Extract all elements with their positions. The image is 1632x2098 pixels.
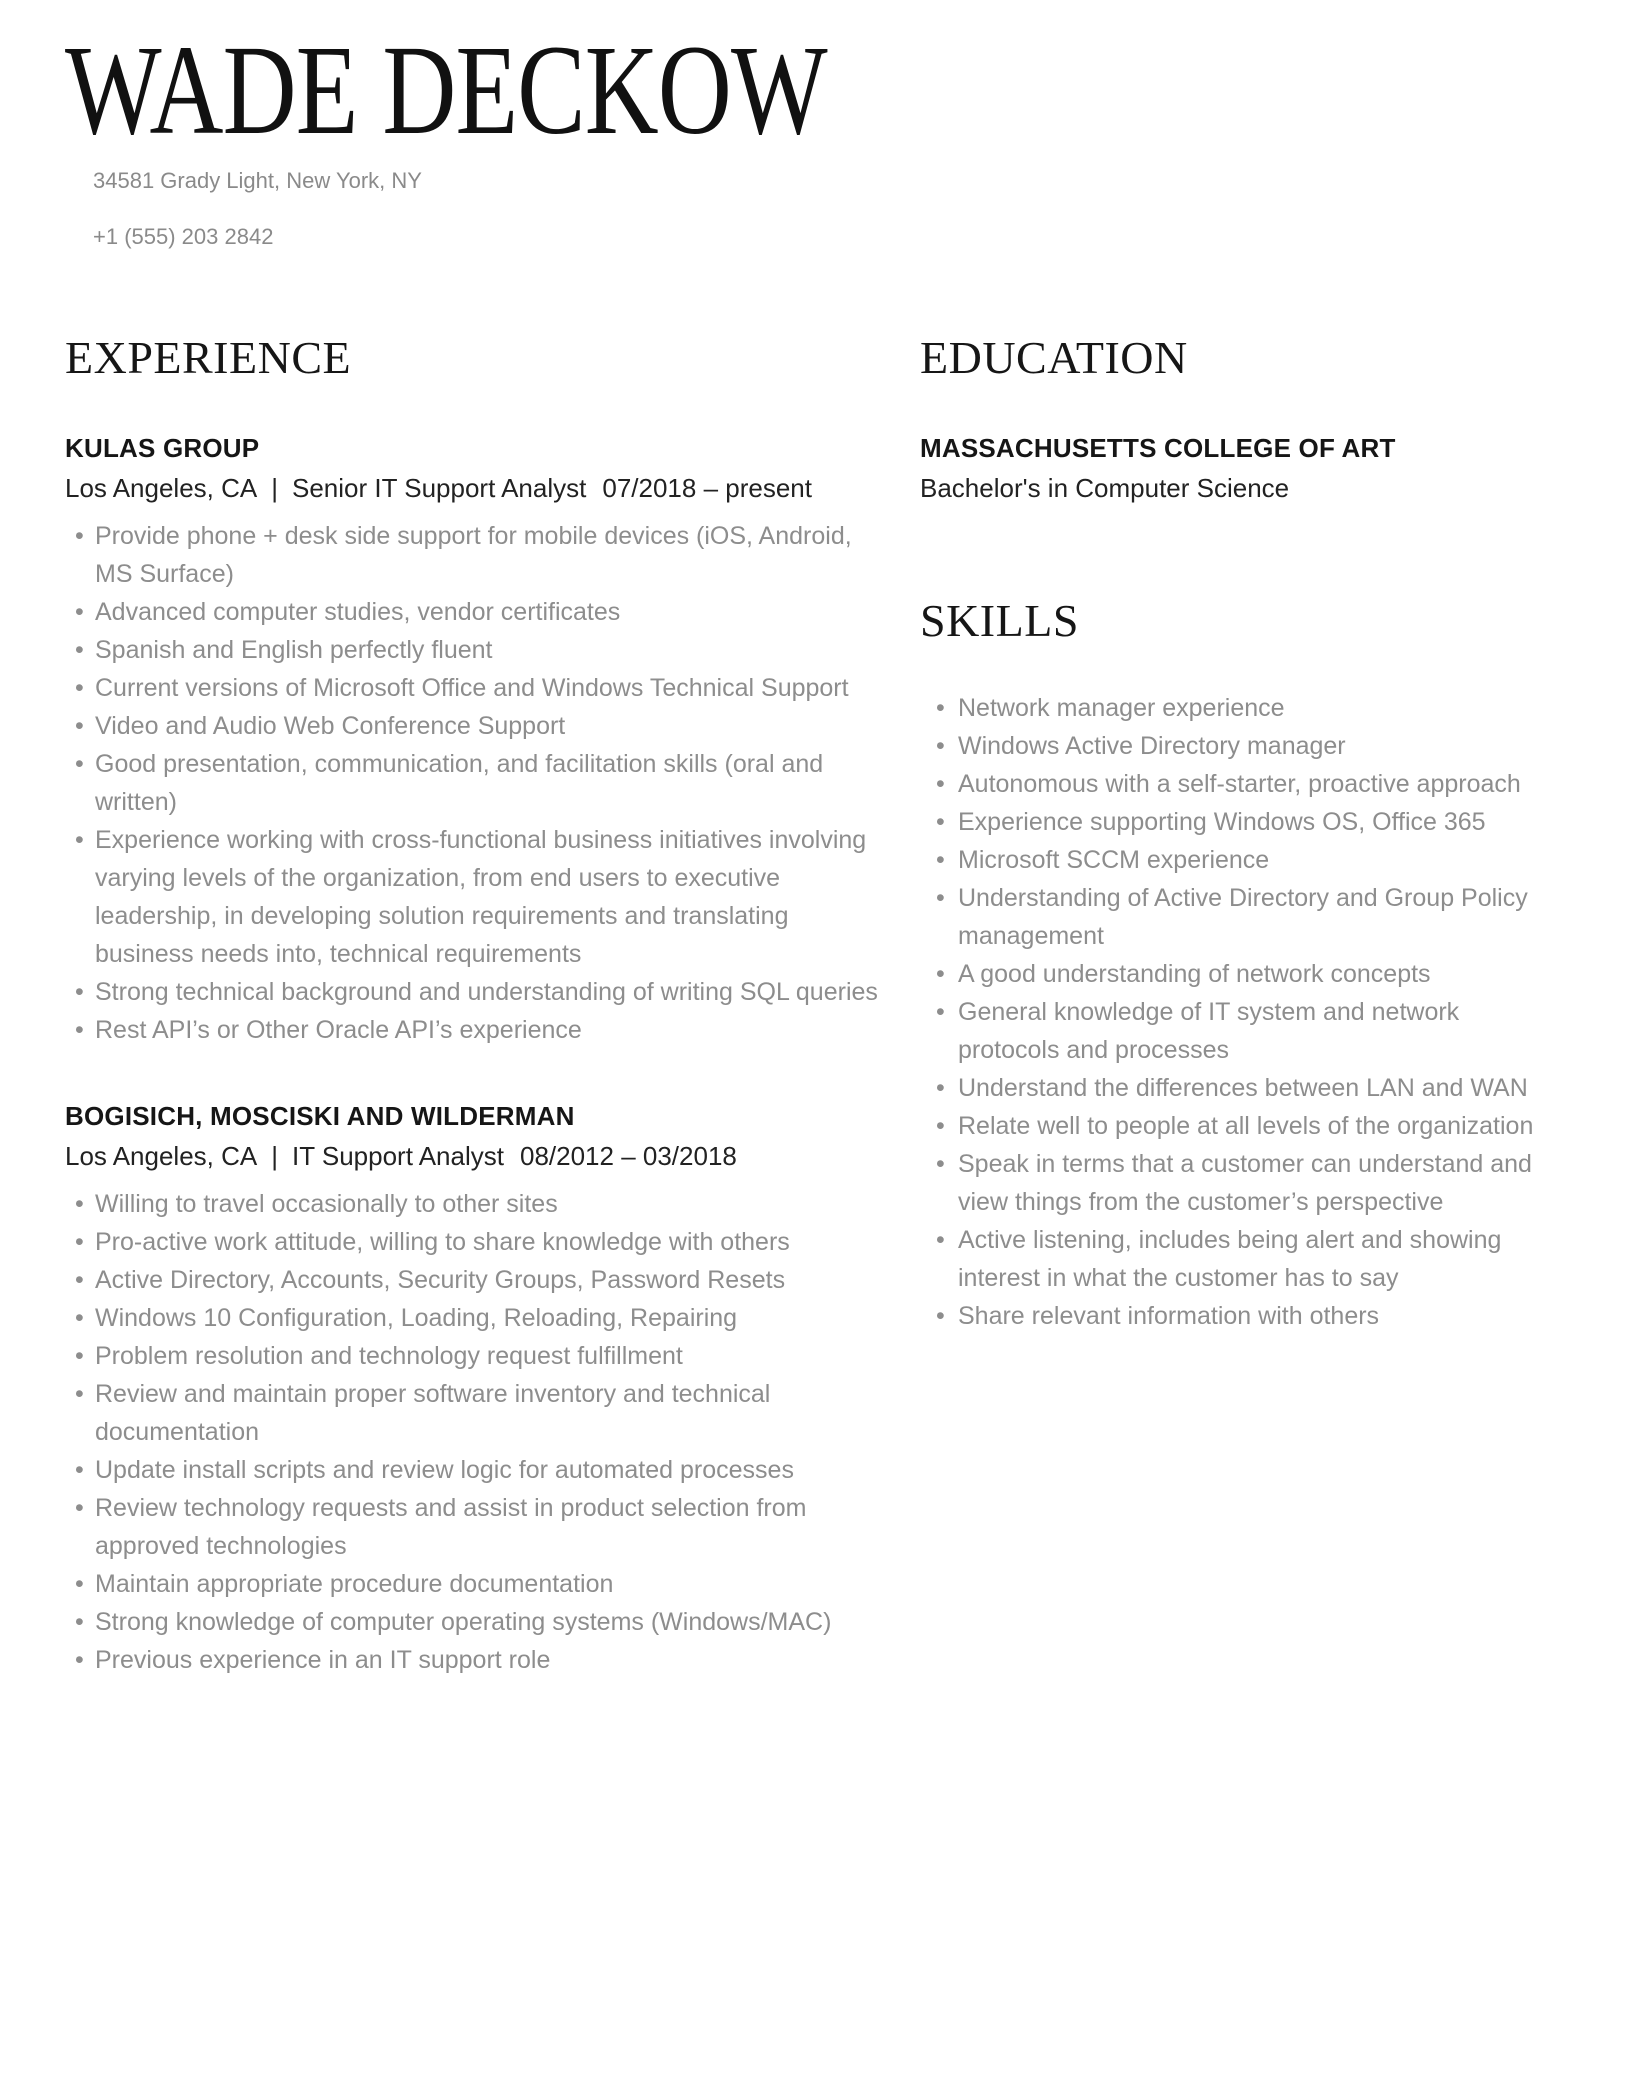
job-meta <box>65 1139 885 1173</box>
job-meta <box>65 471 885 505</box>
skill-item: • Understanding of Active Directory and Group Policy management <box>920 879 1567 955</box>
experience-heading: EXPERIENCE <box>65 332 352 383</box>
bullet-item: • Strong technical background and understanding of writing SQL queries <box>65 973 885 1011</box>
skill-item: • Active listening, includes being alert and showing interest in what the customer has to say <box>920 1221 1567 1297</box>
bullet-item: • Active Directory, Accounts, Security Groups, Password Resets <box>65 1261 885 1299</box>
skill-item: • Speak in terms that a customer can understand and view things from the customer’s perspective <box>920 1145 1567 1221</box>
left-column <box>65 330 885 1679</box>
job-dates: 07/2018 – present <box>602 473 812 503</box>
job-kulas-group <box>65 431 885 1049</box>
bullet-item: • Strong knowledge of computer operating systems (Windows/MAC) <box>65 1603 885 1641</box>
job-location: Los Angeles, CA <box>65 1141 258 1171</box>
bullet-item: • Problem resolution and technology request fulfillment <box>65 1337 885 1375</box>
skill-item: • Autonomous with a self-starter, proactive approach <box>920 765 1567 803</box>
bullet-item: • Review and maintain proper software inventory and technical documentation <box>65 1375 885 1451</box>
school-name: MASSACHUSETTS COLLEGE OF ART <box>920 433 1396 463</box>
bullet-item: • Current versions of Microsoft Office and Windows Technical Support <box>65 669 885 707</box>
bullet-item: • Provide phone + desk side support for mobile devices (iOS, Android, MS Surface) <box>65 517 885 593</box>
right-column <box>920 330 1567 1679</box>
job-bullet-list <box>65 1185 885 1679</box>
bullet-item: • Maintain appropriate procedure documentation <box>65 1565 885 1603</box>
bullet-item: • Windows 10 Configuration, Loading, Reloading, Repairing <box>65 1299 885 1337</box>
bullet-item: • Good presentation, communication, and facilitation skills (oral and written) <box>65 745 885 821</box>
skills-list <box>920 689 1567 1335</box>
skill-item: • Microsoft SCCM experience <box>920 841 1567 879</box>
education-block <box>920 431 1567 505</box>
skill-item: • Windows Active Directory manager <box>920 727 1567 765</box>
bullet-item: • Update install scripts and review logic for automated processes <box>65 1451 885 1489</box>
candidate-address: 34581 Grady Light, New York, NY <box>93 168 422 193</box>
bullet-item: • Video and Audio Web Conference Support <box>65 707 885 745</box>
skill-item: • Network manager experience <box>920 689 1567 727</box>
degree: Bachelor's in Computer Science <box>920 473 1290 503</box>
skill-item: • Experience supporting Windows OS, Office 365 <box>920 803 1567 841</box>
bullet-item: • Experience working with cross-functional business initiatives involving varying levels of the organization, from end users to executive leadership, in developing solution requirements and translating business needs into, technical requirements <box>65 821 885 973</box>
company-name: BOGISICH, MOSCISKI AND WILDERMAN <box>65 1101 575 1131</box>
resume-columns <box>65 330 1567 1679</box>
company-name: KULAS GROUP <box>65 433 260 463</box>
bullet-item: • Advanced computer studies, vendor certificates <box>65 593 885 631</box>
job-separator: | <box>271 1141 278 1171</box>
bullet-item: • Spanish and English perfectly fluent <box>65 631 885 669</box>
education-heading: EDUCATION <box>920 332 1188 383</box>
resume-header <box>65 19 1567 252</box>
candidate-phone: +1 (555) 203 2842 <box>93 224 274 249</box>
skill-item: • A good understanding of network concepts <box>920 955 1567 993</box>
candidate-name: WADE DECKOW <box>65 19 827 161</box>
job-location: Los Angeles, CA <box>65 473 258 503</box>
skill-item: • General knowledge of IT system and network protocols and processes <box>920 993 1567 1069</box>
job-separator: | <box>271 473 278 503</box>
skills-heading: SKILLS <box>920 595 1079 646</box>
skill-item: • Relate well to people at all levels of the organization <box>920 1107 1567 1145</box>
bullet-item: • Willing to travel occasionally to other sites <box>65 1185 885 1223</box>
job-bullet-list <box>65 517 885 1049</box>
job-dates: 08/2012 – 03/2018 <box>519 1141 737 1171</box>
bullet-item: • Rest API’s or Other Oracle API’s experience <box>65 1011 885 1049</box>
job-role: IT Support Analyst <box>292 1141 504 1171</box>
job-bogisich-mosciski-wilderman <box>65 1099 885 1679</box>
skill-item: • Share relevant information with others <box>920 1297 1567 1335</box>
skill-item: • Understand the differences between LAN and WAN <box>920 1069 1567 1107</box>
bullet-item: • Review technology requests and assist in product selection from approved technologies <box>65 1489 885 1565</box>
bullet-item: • Pro-active work attitude, willing to share knowledge with others <box>65 1223 885 1261</box>
job-role: Senior IT Support Analyst <box>292 473 587 503</box>
bullet-item: • Previous experience in an IT support role <box>65 1641 885 1679</box>
